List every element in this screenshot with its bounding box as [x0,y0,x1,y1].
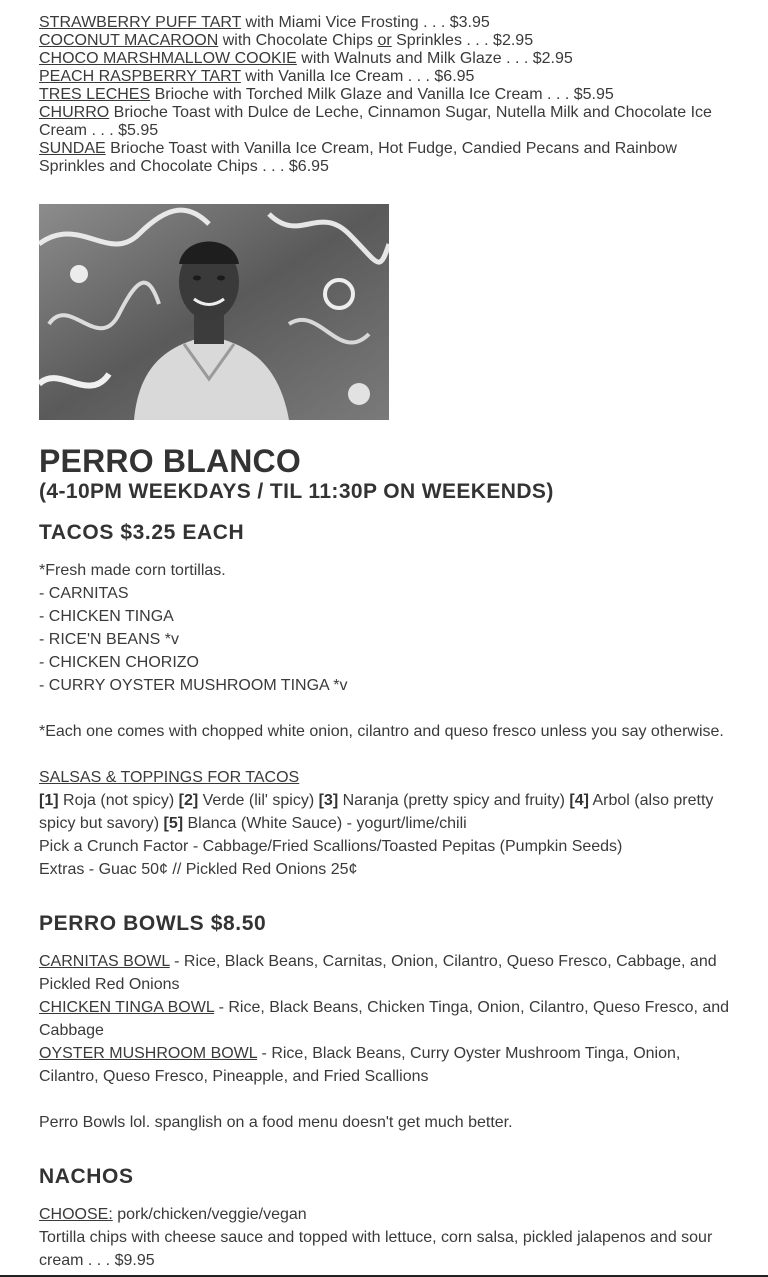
dessert-list [39,14,739,176]
dessert-name: PEACH RASPBERRY TART [39,68,241,85]
portrait-photo [39,204,389,420]
nachos-description: Tortilla chips with cheese sauce and topped with lettuce, corn salsa, pickled jalapenos and sour cream . . . $9.95 [39,1229,713,1269]
dessert-description: with Walnuts and Milk Glaze . . . $2.95 [296,50,573,67]
bowl-item [39,1042,739,1088]
salsa-list [39,789,739,835]
dessert-description: Brioche Toast with Dulce de Leche, Cinnamon Sugar, Nutella Milk and Chocolate Ice Cream . . . $5.95 [39,104,712,139]
taco-item: - RICE'N BEANS *v [39,631,179,648]
extras: Extras - Guac 50¢ // Pickled Red Onions 25¢ [39,861,358,878]
dessert-item [39,140,739,176]
menu-content [39,14,739,1272]
tacos-section [39,559,739,881]
salsa-number: [1] [39,792,59,809]
dessert-name: COCONUT MACAROON [39,32,219,49]
bowl-description: - Rice, Black Beans, Chicken Tinga, Onion, Cilantro, Queso Fresco, and Cabbage [39,999,730,1039]
dessert-item [39,32,739,50]
bowls-heading: PERRO BOWLS $8.50 [39,912,267,935]
taco-item: - CHICKEN TINGA [39,608,174,625]
hours-subtitle: (4-10PM WEEKDAYS / TIL 11:30P ON WEEKENDS) [39,480,554,503]
salsas-heading: SALSAS & TOPPINGS FOR TACOS [39,769,300,786]
tacos-note: *Each one comes with chopped white onion, cilantro and queso fresco unless you say otherwise. [39,723,724,740]
choose-label: CHOOSE: [39,1206,113,1223]
bowl-name: CHICKEN TINGA BOWL [39,999,215,1016]
salsa-label: Blanca (White Sauce) - yogurt/lime/chili [183,815,467,832]
dessert-description: Sprinkles . . . $2.95 [391,32,534,49]
salsa-number: [5] [163,815,184,832]
bowl-name: CARNITAS BOWL [39,953,170,970]
bowl-description: - Rice, Black Beans, Carnitas, Onion, Cilantro, Queso Fresco, Cabbage, and Pickled Red Onions [39,953,717,993]
tacos-heading: TACOS $3.25 EACH [39,521,245,544]
dessert-name: CHOCO MARSHMALLOW COOKIE [39,50,297,67]
crunch-factor: Pick a Crunch Factor - Cabbage/Fried Scallions/Toasted Pepitas (Pumpkin Seeds) [39,838,623,855]
bowls-section [39,950,739,1134]
dessert-item [39,14,739,32]
tacos-intro: *Fresh made corn tortillas. [39,562,226,579]
nachos-section [39,1203,739,1272]
nachos-choose [39,1203,739,1226]
dessert-item [39,68,739,86]
taco-item: - CHICKEN CHORIZO [39,654,199,671]
bowls-note: Perro Bowls lol. spanglish on a food menu doesn't get much better. [39,1114,513,1131]
bowl-item [39,996,739,1042]
dessert-item [39,50,739,68]
salsa-label: Arbol (also pretty spicy but savory) [39,792,714,832]
restaurant-title: PERRO BLANCO [39,443,301,479]
dessert-description: with Vanilla Ice Cream . . . $6.95 [240,68,475,85]
dessert-description: with Miami Vice Frosting . . . $3.95 [241,14,490,31]
salsa-number: [3] [318,792,339,809]
salsa-label: Naranja (pretty spicy and fruity) [338,792,570,809]
dessert-or: or [377,32,392,49]
dessert-name: CHURRO [39,104,110,121]
dessert-item [39,104,739,140]
salsa-label: Roja (not spicy) [58,792,179,809]
salsa-label: Verde (lil' spicy) [198,792,319,809]
portrait-photo-art [39,204,389,420]
choose-options: pork/chicken/veggie/vegan [112,1206,307,1223]
taco-item: - CURRY OYSTER MUSHROOM TINGA *v [39,677,348,694]
salsa-number: [2] [178,792,199,809]
dessert-name: SUNDAE [39,140,106,157]
bowl-description: - Rice, Black Beans, Curry Oyster Mushroom Tinga, Onion, Cilantro, Queso Fresco, Pineapple, and Fried Scallions [39,1045,681,1085]
dessert-name: STRAWBERRY PUFF TART [39,14,242,31]
bowl-item [39,950,739,996]
dessert-item [39,86,739,104]
salsa-number: [4] [569,792,589,809]
taco-item: - CARNITAS [39,585,129,602]
dessert-description: Brioche with Torched Milk Glaze and Vanilla Ice Cream . . . $5.95 [150,86,614,103]
dessert-name: TRES LECHES [39,86,151,103]
nachos-heading: NACHOS [39,1165,134,1188]
dessert-description: with Chocolate Chips [218,32,378,49]
dessert-description: Brioche Toast with Vanilla Ice Cream, Hot Fudge, Candied Pecans and Rainbow Sprinkles and Chocolate Chips . . . $6.95 [39,140,677,175]
bowl-name: OYSTER MUSHROOM BOWL [39,1045,258,1062]
